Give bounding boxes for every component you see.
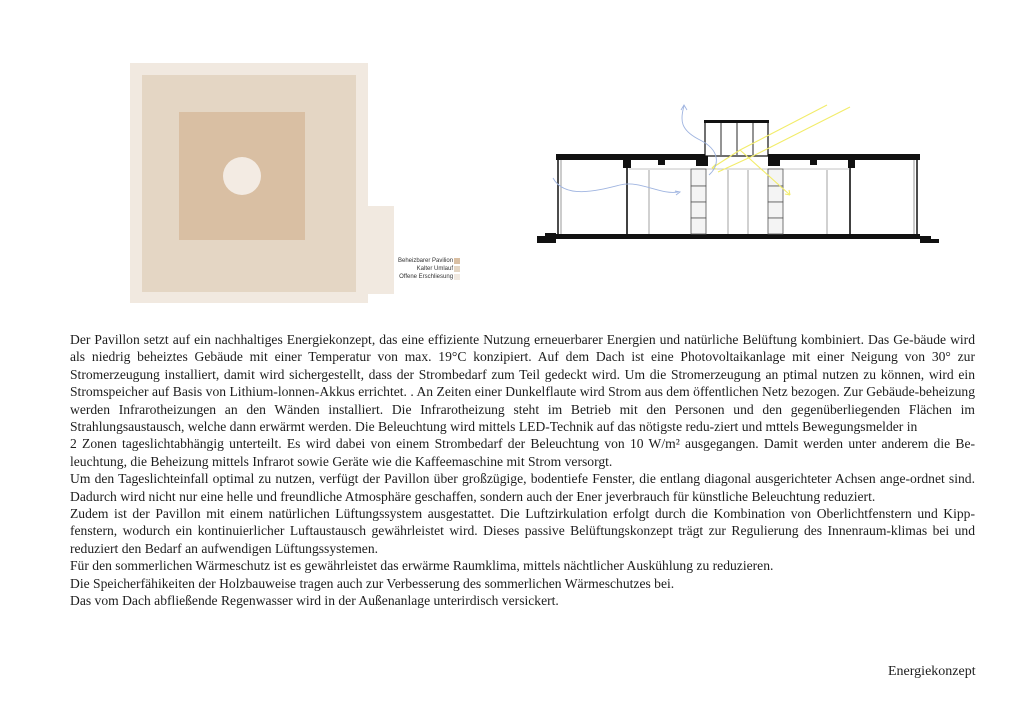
legend-label: Kalter Umlauf [416,266,454,272]
roof-beam [768,154,780,166]
roof-beam [810,154,817,165]
roof-beam [623,154,631,168]
legend-item [398,257,460,265]
legend-label: Beheizbarer Pavilion [398,258,454,264]
paragraph: Der Pavillon setzt auf ein nachhaltiges Energiekonzept, das eine effiziente Nutzung erneuerbarer Energien und natürliche Belüftung kombiniert. Das Ge-bäude wird als niedrig beheiztes Gebäude mit einer Temperatur von max. 19°C konzipiert. Auf dem Dach ist eine Photovoltaikanlage mit einer Neigung von 30° zur Stromerzeugung installiert, damit wird sichergestellt, dass der Strombedarf zum Teil gedeckt wird. Um die Stromerzeugung an ptimal nutzen zu können, wird ein Stromspeicher auf Basis von Lithium-lonnen-Akkus errichtet. . An Zeiten einer Dunkelflaute wird Strom aus dem öffentlichen Netz bezogen. Zur Gebäude-beheizung werden Infrarotheizungen an den Wänden installiert. Die Infrarotheizung steht im Betrieb mit den Personen und den gegenüberliegenden Flächen im Strahlungsaustausch, welche dann erwärmt werden. Die Beleuchtung wird mittels LED-Technik auf das nötigste redu-ziert und mttels Bewegungsmelder in [70,332,975,435]
paragraph: Das vom Dach abfließende Regenwasser wird in der Außenanlage unterirdisch versickert. [70,593,559,609]
roof-beam [658,154,665,165]
legend-label: Offene Erschliesung [399,274,454,280]
roof-beam [848,154,855,168]
skylight-top [704,120,769,123]
step-left [537,233,556,243]
energy-concept-description [70,331,975,610]
skylight-frame [705,121,768,156]
shelf-left [691,169,706,234]
legend-swatch-heated [454,258,460,264]
page-title: Energiekonzept [888,664,976,679]
step-right [920,236,939,243]
paragraph: Für den sommerlichen Wärmeschutz ist es gewährleistet das erwärme Raumklima, mittels nächtlicher Auskühlung zu reduzieren. [70,558,774,574]
legend-swatch-open [454,274,460,280]
shelf-right [768,169,783,234]
paragraph: 2 Zonen tageslichtabhängig unterteilt. Es wird dabei von einem Strombedarf der Beleuchtung von 10 W/m² ausgegangen. Damit werden unter anderem die Be-leuchtung, die Beheizung mittels Infrarot sowie Geräte wie die Kaffeemaschine mit Strom versorgt. [70,436,975,469]
legend-swatch-cold [454,266,460,272]
paragraph: Um den Tageslichteinfall optimal zu nutzen, verfügt der Pavillon über großzügige, bodentiefe Fenster, die entlang diagonal ausgerichteter Achsen ange-ordnet sind. Dadurch wird nicht nur eine helle und freundliche Atmosphäre geschaffen, sondern auch der Ener jeverbrauch für künstliche Beleuchtung reduziert. [70,471,975,504]
paragraph: Zudem ist der Pavillon mit einem natürlichen Lüftungssystem ausgestattet. Die Luftzirkulation erfolgt durch die Kombination von Oberlichtfenstern und Kipp-fenstern, wodurch ein kontinuierlicher Luftaustausch gewährleistet wird. Dieses passive Belüftungskonzept trägt zur Regulierung des Innenraum-klimas bei und reduziert den Bedarf an aufwendigen Lüftungssystemen. [70,506,975,556]
floor-slab [556,234,920,239]
legend-item [398,265,460,273]
plan-core [223,157,261,195]
building-section-diagram [530,90,950,260]
paragraph: Die Speicherfähikeiten der Holzbauweise tragen auch zur Verbesserung des sommerlichen Wärmeschutzes bei. [70,575,675,591]
legend-item [398,273,460,281]
plan-legend [398,257,460,281]
plan-entrance-extension [364,206,394,294]
roof-slab-right [768,154,920,160]
